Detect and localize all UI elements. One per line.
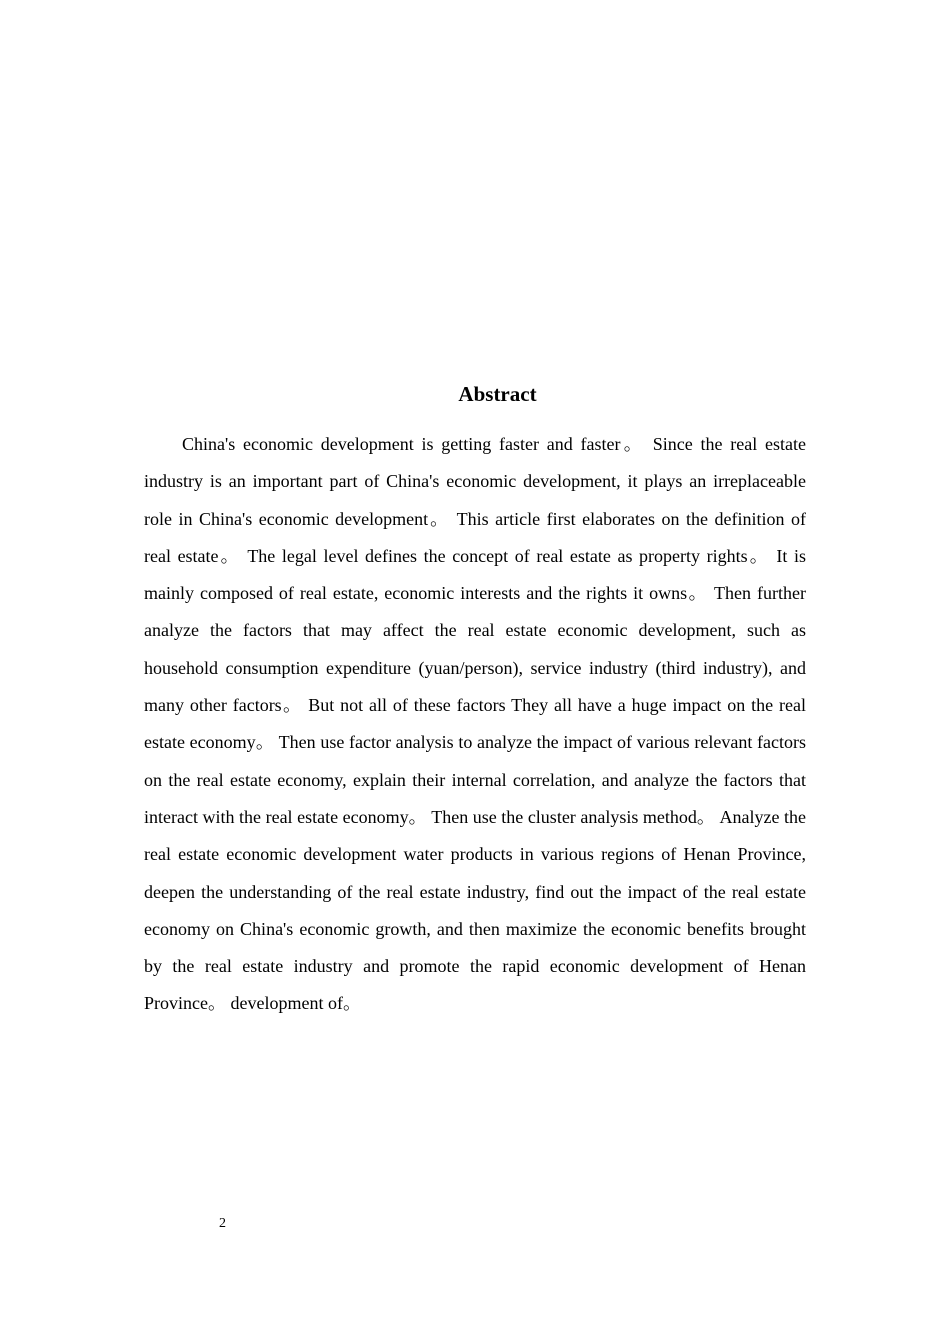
abstract-heading: Abstract bbox=[458, 382, 537, 406]
abstract-paragraph: China's economic development is getting faster and faster。 Since the real estate industry is an important part of China's economic development, it plays an irreplaceable role in China's economic development。 This article first elaborates on the definition of real estate。 The legal level defines the concept of real estate as property rights。 It is mainly composed of real estate, economic interests and the rights it owns。 Then further analyze the factors that may affect the real estate economic development, such as household consumption expenditure (yuan/person), service industry (third industry), and many other factors。 But not all of these factors They all have a huge impact on the real estate economy。 Then use factor analysis to analyze the impact of various relevant factors on the real estate economy, explain their internal correlation, and analyze the factors that interact with the real estate economy。 Then use the cluster analysis method。 Analyze the real estate economic development water products in various regions of Henan Province, deepen the understanding of the real estate industry, find out the impact of the real estate economy on China's economic growth, and then maximize the economic benefits brought by the real estate industry and promote the rapid economic development of Henan Province。 development of。 bbox=[144, 434, 806, 1014]
page-number: 2 bbox=[219, 1216, 226, 1231]
